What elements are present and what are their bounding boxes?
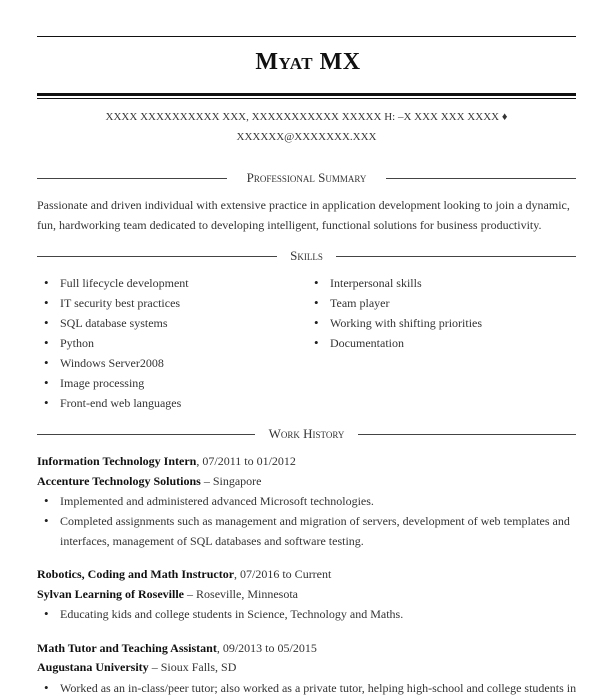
job-title: Information Technology Intern [37, 454, 197, 468]
job-bullets [37, 491, 576, 551]
skill-item: • SQL database systems [37, 313, 297, 333]
skill-item: • IT security best practices [37, 293, 297, 313]
heading-divider [358, 434, 576, 435]
skill-item: • Working with shifting priorities [307, 313, 576, 333]
job-dates: , 07/2016 to Current [234, 567, 332, 581]
company-location: – Sioux Falls, SD [148, 660, 237, 674]
name-thin-rule [37, 98, 576, 99]
job-bullet: • Educating kids and college students in Science, Technology and Maths. [37, 604, 576, 624]
job-bullets [37, 678, 616, 698]
job-title-line [37, 451, 296, 471]
heading-divider [386, 178, 576, 179]
job-title: Robotics, Coding and Math Instructor [37, 567, 235, 581]
summary-heading: Professional Summary [246, 170, 367, 185]
job-dates: , 07/2011 to 01/2012 [196, 454, 296, 468]
summary-section-heading [37, 171, 576, 185]
job-dates: , 09/2013 to 05/2015 [216, 641, 317, 655]
company-name: Sylvan Learning of Roseville [37, 587, 185, 601]
company-line [37, 584, 298, 604]
work-heading: Work History [268, 426, 345, 441]
skill-item: • Full lifecycle development [37, 273, 297, 293]
skill-item: • Documentation [307, 333, 576, 353]
name-thick-rule [37, 93, 576, 96]
skills-section-heading [37, 249, 576, 263]
candidate-name: Myat MX [255, 49, 361, 75]
skill-item: • Interpersonal skills [307, 273, 576, 293]
company-location: – Roseville, Minnesota [184, 587, 299, 601]
job-bullet: • Completed assignments such as management and migration of servers, development of web templates and interfaces, management of SQL databases and software testing. [37, 511, 576, 551]
skills-list-left [37, 273, 297, 413]
skill-item: • Front-end web languages [37, 393, 297, 413]
skill-item: • Python [37, 333, 297, 353]
skill-item: • Image processing [37, 373, 297, 393]
skills-list-right [307, 273, 576, 353]
company-name: Augustana University [37, 660, 149, 674]
job-bullet: • Worked as an in-class/peer tutor; also worked as a private tutor, helping high-school and college students in [37, 678, 616, 698]
contact-email: XXXXXX@XXXXXXX.XXX [236, 131, 377, 143]
heading-divider [336, 256, 576, 257]
company-line [37, 471, 261, 491]
skills-heading: Skills [290, 248, 323, 263]
company-name: Accenture Technology Solutions [37, 474, 201, 488]
company-location: – Singapore [200, 474, 262, 488]
company-line [37, 657, 236, 677]
contact-line-1: XXXX XXXXXXXXXX XXX, XXXXXXXXXXX XXXXX H: –X XXX XXX XXXX ♦ [105, 111, 508, 123]
skill-item: • Windows Server2008 [37, 353, 297, 373]
job-bullet: • Implemented and administered advanced Microsoft technologies. [37, 491, 576, 511]
work-section-heading [37, 427, 576, 441]
job-title: Math Tutor and Teaching Assistant [37, 641, 217, 655]
skill-item: • Team player [307, 293, 576, 313]
job-bullets [37, 604, 576, 624]
job-title-line [37, 564, 331, 584]
top-rule [37, 36, 576, 37]
job-title-line [37, 638, 317, 658]
summary-text: Passionate and driven individual with extensive practice in application development looking to join a dynamic, fun, hardworking team dedicated to developing intelligent, functional solutions for business productivity. [37, 198, 570, 232]
